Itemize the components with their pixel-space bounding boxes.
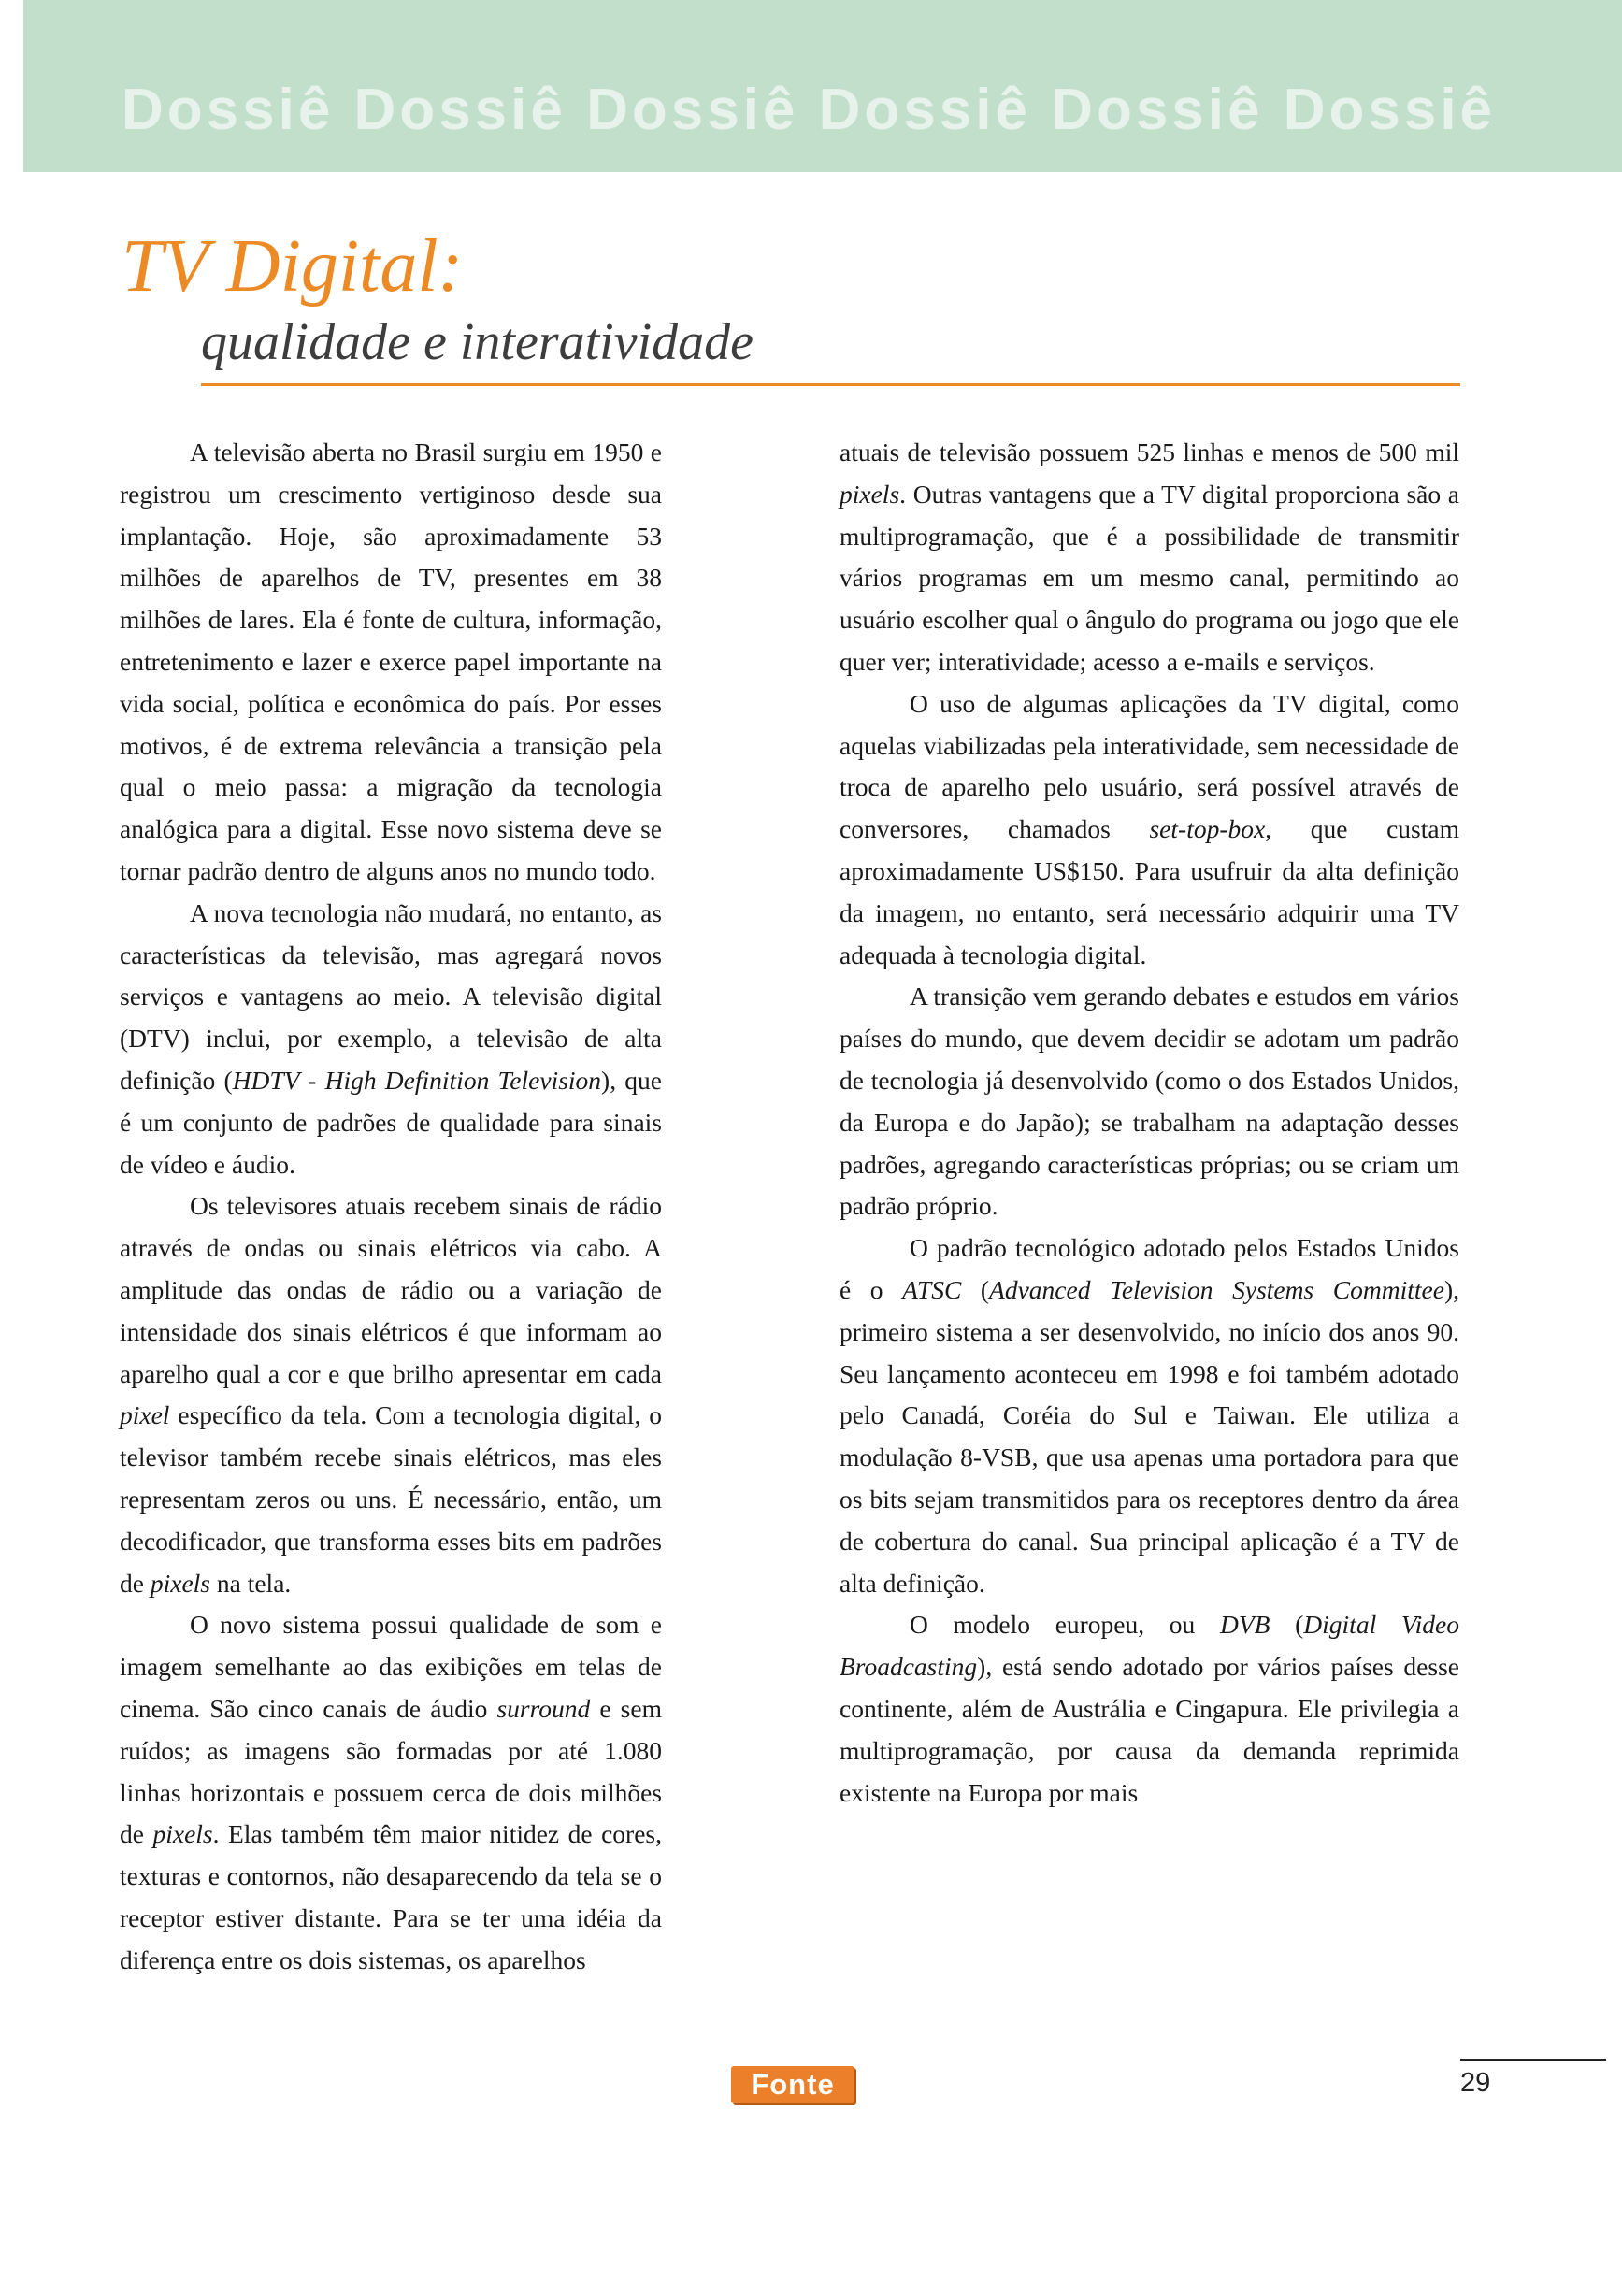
paragraph: Os televisores atuais recebem sinais de rádio através de ondas ou sinais elétricos via cabo. A amplitude das ondas de rádio ou a variação de intensidade dos sinais elétricos é que informam ao aparelho qual a cor e que brilho apresentar em cada pixel específico da tela. Com a tecnologia digital, o televisor também recebe sinais elétricos, mas eles representam zeros ou uns. É necessário, então, um decodificador, que transforma esses bits em padrões de pixels na tela. [120, 1191, 662, 1598]
article-subtitle: qualidade e interatividade [201, 313, 754, 371]
banner-text: Dossiê Dossiê Dossiê Dossiê Dossiê Dossiê [122, 78, 1497, 142]
page-number-rule [1460, 2059, 1606, 2061]
left-column [120, 432, 662, 1981]
paragraph: O padrão tecnológico adotado pelos Estados Unidos é o ATSC (Advanced Television Systems Committee), primeiro sistema a ser desenvolvido, no início dos anos 90. Seu lançamento aconteceu em 1998 e foi também adotado pelo Canadá, Coréia do Sul e Taiwan. Ele utiliza a modulação 8-VSB, que usa apenas uma portadora para que os bits sejam transmitidos para os receptores dentro da área de cobertura do canal. Sua principal aplicação é a TV de alta definição. [840, 1233, 1459, 1598]
title-underline [201, 383, 1460, 386]
paragraph: atuais de televisão possuem 525 linhas e menos de 500 mil pixels. Outras vantagens que a TV digital proporciona são a multiprogramação, que é a possibilidade de transmitir vários programas em um mesmo canal, permitindo ao usuário escolher qual o ângulo do programa ou jogo que ele quer ver; interatividade; acesso a e-mails e serviços. [840, 438, 1459, 676]
paragraph: O modelo europeu, ou DVB (Digital Video Broadcasting), está sendo adotado por vários países desse continente, além de Austrália e Cingapura. Ele privilegia a multiprogramação, por causa da demanda reprimida existente na Europa por mais [840, 1610, 1459, 1807]
paragraph: A nova tecnologia não mudará, no entanto, as características da televisão, mas agregará novos serviços e vantagens ao meio. A televisão digital (DTV) inclui, por exemplo, a televisão de alta definição (HDTV - High Definition Television), que é um conjunto de padrões de qualidade para sinais de vídeo e áudio. [120, 897, 662, 1179]
right-column [840, 432, 1459, 1814]
paragraph: A transição vem gerando debates e estudos em vários países do mundo, que devem decidir se adotam um padrão de tecnologia já desenvolvido (como o dos Estados Unidos, da Europa e do Japão); se trabalham na adaptação desses padrões, agregando características próprias; ou se criam um padrão próprio. [840, 982, 1459, 1221]
paragraph: O novo sistema possui qualidade de som e imagem semelhante ao das exibições em telas de cinema. São cinco canais de áudio surround e sem ruídos; as imagens são formadas por até 1.080 linhas horizontais e possuem cerca de dois milhões de pixels. Elas também têm maior nitidez de cores, texturas e contornos, não desaparecendo da tela se o receptor estiver distante. Para se ter uma idéia da diferença entre os dois sistemas, os aparelhos [120, 1610, 662, 1974]
fonte-logo: Fonte [731, 2066, 854, 2103]
article-title: TV Digital: [122, 225, 464, 308]
paragraph: O uso de algumas aplicações da TV digital, como aquelas viabilizadas pela interatividade, sem necessidade de troca de aparelho pelo usuário, será possível através de conversores, chamados set-top-box, que custam aproximadamente US$150. Para usufruir da alta definição da imagem, no entanto, será necessário adquirir uma TV adequada à tecnologia digital. [840, 688, 1459, 969]
page-number: 29 [1460, 2068, 1491, 2098]
paragraph: A televisão aberta no Brasil surgiu em 1950 e registrou um crescimento vertiginoso desde sua implantação. Hoje, são aproximadamente 53 milhões de aparelhos de TV, presentes em 38 milhões de lares. Ela é fonte de cultura, informação, entretenimento e lazer e exerce papel importante na vida social, política e econômica do país. Por esses motivos, é de extrema relevância a transição pela qual o meio passa: a migração da tecnologia analógica para a digital. Esse novo sistema deve se tornar padrão dentro de alguns anos no mundo todo. [120, 438, 662, 885]
dossie-banner [23, 0, 1622, 172]
